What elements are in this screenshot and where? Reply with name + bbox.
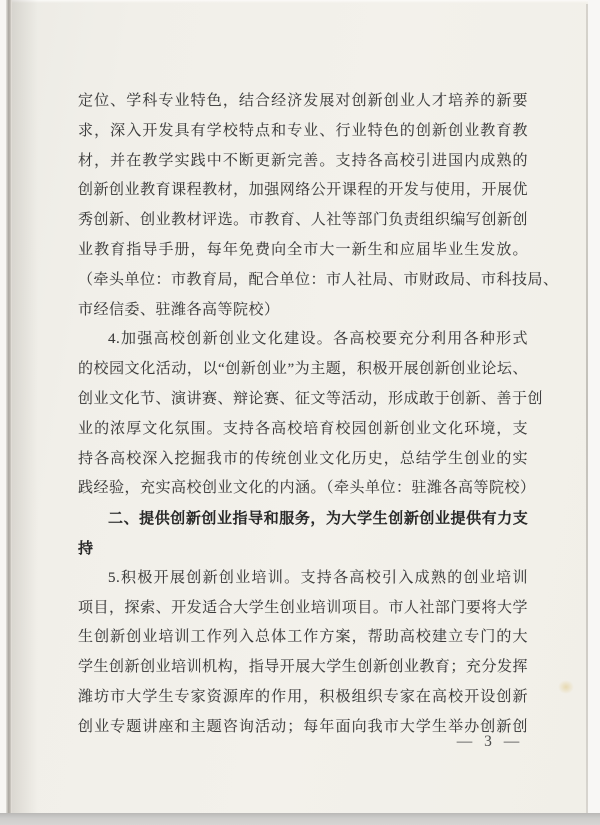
text-line: 创业文化节、演讲赛、辩论赛、征文等活动，形成敢于创新、善于创 <box>78 390 544 407</box>
section-heading-line: 二、提供创新创业指导和服务，为大学生创新创业提供有力支 <box>108 510 528 528</box>
text-line: 业教育指导手册，每年免费向全市大一新生和应届毕业生发放。 <box>78 241 528 258</box>
page-number: — 3 — <box>456 733 524 750</box>
text-line: （牵头单位：市教育局，配合单位：市人社局、市财政局、市科技局、 <box>78 271 559 288</box>
document-body <box>78 87 559 743</box>
text-line-item-4: 4.加强高校创新创业文化建设。各高校要充分利用各种形式 <box>108 331 528 348</box>
text-line: 业的浓厚文化氛围。支持各高校培育校园创新创业文化环境，支 <box>78 420 528 437</box>
page-top-edge <box>7 0 589 3</box>
text-line: 生创新创业培训工作列入总体工作方案，帮助高校建立专门的大 <box>78 629 528 646</box>
text-line: 材，并在教学实践中不断更新完善。支持各高校引进国内成熟的 <box>78 152 528 169</box>
scan-bottom-edge <box>0 813 600 825</box>
binding-seam-soft-shadow <box>12 0 38 816</box>
text-line: 学生创新创业培训机构，指导开展大学生创新创业教育；充分发挥 <box>78 659 528 676</box>
text-line: 潍坊市大学生专家资源库的作用，积极组织专家在高校开设创新 <box>78 688 528 705</box>
text-line: 求，深入开发具有学校特点和专业、行业特色的创新创业教育教 <box>78 122 528 139</box>
text-line: 践经验，充实高校创业文化的内涵。（牵头单位：驻潍各高等院校） <box>78 480 536 497</box>
text-line: 项目，探索、开发适合大学生创业培训项目。市人社部门要将大学 <box>78 599 528 616</box>
text-line: 的校园文化活动，以“创新创业”为主题，积极开展创新创业论坛、 <box>78 361 528 378</box>
text-line: 市经信委、驻潍各高等院校） <box>78 301 280 318</box>
text-line: 创新创业教育课程教材，加强网络公开课程的开发与使用，开展优 <box>78 182 528 199</box>
text-line: 秀创新、创业教材评选。市教育、人社等部门负责组织编写创新创 <box>78 212 528 229</box>
scan-right-margin <box>588 0 600 825</box>
text-line: 创业专题讲座和主题咨询活动；每年面向我市大学生举办创新创 <box>78 718 528 735</box>
text-line: 持各高校深入挖掘我市的传统创业文化历史，总结学生创业的实 <box>78 450 528 467</box>
section-heading-line: 持 <box>78 539 94 557</box>
text-line-item-5: 5.积极开展创新创业培训。支持各高校引入成熟的创业培训 <box>108 569 528 586</box>
text-line: 定位、学科专业特色，结合经济发展对创新创业人才培养的新要 <box>78 93 528 109</box>
paper-stain <box>558 680 574 694</box>
